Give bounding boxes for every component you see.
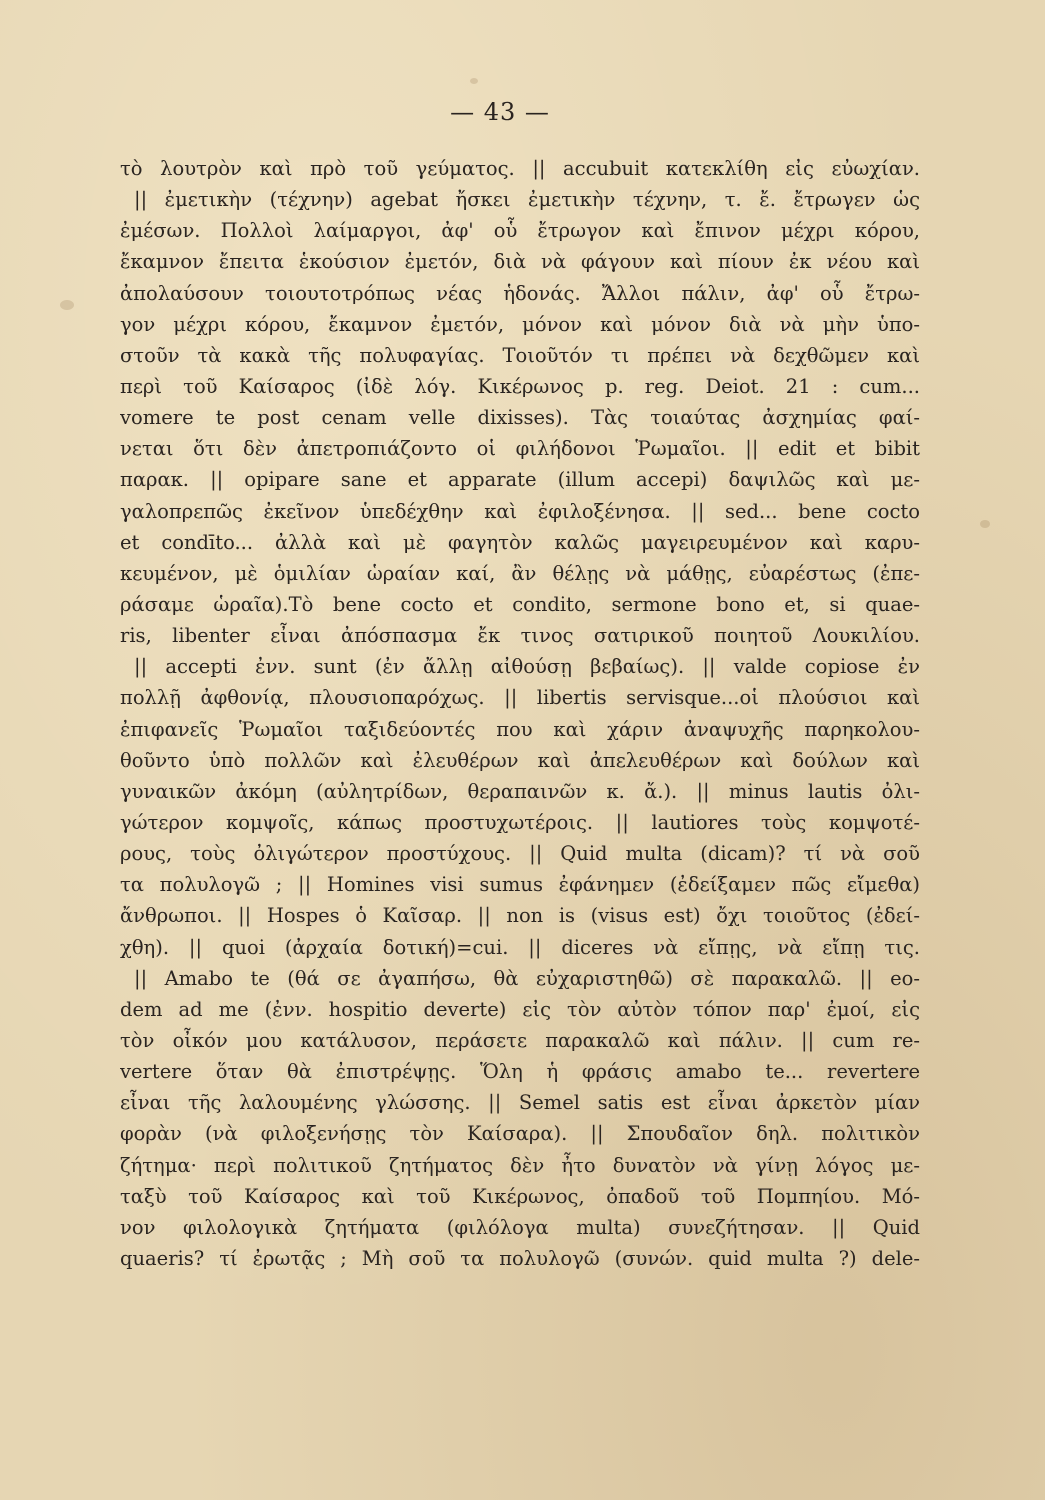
text-line-1: τὸ λουτρὸν καὶ πρὸ τοῦ γεύματος. || accubuit κατεκλίθη εἰς εὐωχίαν. [120, 157, 920, 180]
text-body [120, 153, 920, 1274]
text-line-24: τα πολυλογῶ ; || Homines visi sumus ἐφάνημεν (ἐδείξαμεν πῶς εἴμεθα) [120, 873, 920, 897]
text-line-26: χθη). || quoi (ἀρχαία δοτική)=cui. || diceres νὰ εἴπῃς, νὰ εἴπῃ τις. [120, 935, 920, 959]
text-line-23: ρους, τοὺς ὀλιγώτερον προστύχους. || Quid multa (dicam)? τί νὰ σοῦ [120, 842, 920, 866]
text-line-35: νον φιλολογικὰ ζητήματα (φιλόλογα multa) συνεζήτησαν. || Quid [120, 1215, 920, 1239]
text-line-25: ἄνθρωποι. || Hospes ὁ Καῖσαρ. || non is (visus est) ὄχι τοιοῦτος (ἐδεί- [120, 904, 920, 928]
page-number: — 43 — [450, 98, 550, 126]
text-line-33: ζήτημα· περὶ πολιτικοῦ ζητήματος δὲν ἦτο δυνατὸν νὰ γίνῃ λόγος με- [120, 1153, 920, 1177]
text-line-18: πολλῇ ἀφθονίᾳ, πλουσιοπαρόχως. || libertis servisque...οἱ πλούσιοι καὶ [120, 686, 920, 710]
text-line-2: || ἐμετικὴν (τέχνην) agebat ἤσκει ἐμετικὴν τέχνην, τ. ἔ. ἔτρωγεν ὡς [134, 188, 920, 212]
text-line-27: || Amabo te (θά σε ἀγαπήσω, θὰ εὐχαριστηθῶ) σὲ παρακαλῶ. || eo- [134, 966, 920, 990]
paper-stain [470, 78, 478, 84]
text-line-19: ἐπιφανεῖς Ῥωμαῖοι ταξιδεύοντές που καὶ χάριν ἀναψυχῆς παρηκολου- [120, 717, 920, 741]
text-line-7: στοῦν τὰ κακὰ τῆς πολυφαγίας. Τοιοῦτόν τι πρέπει νὰ δεχθῶμεν καὶ [120, 343, 920, 367]
text-line-20: θοῦντο ὑπὸ πολλῶν καὶ ἐλευθέρων καὶ ἀπελευθέρων καὶ δούλων καὶ [120, 748, 920, 772]
text-line-29: τὸν οἶκόν μου κατάλυσον, περάσετε παρακαλῶ καὶ πάλιν. || cum re- [120, 1028, 920, 1052]
text-line-21: γυναικῶν ἀκόμη (αὐλητρίδων, θεραπαινῶν κ. ἄ.). || minus lautis ὀλι- [120, 779, 920, 803]
text-line-31: εἶναι τῆς λαλουμένης γλώσσης. || Semel satis est εἶναι ἀρκετὸν μίαν [120, 1091, 920, 1115]
text-line-17: || accepti ἐνν. sunt (ἐν ἄλλῃ αἰθούσῃ βεβαίως). || valde copiose ἐν [134, 655, 920, 679]
text-line-4: ἔκαμνον ἔπειτα ἑκούσιον ἐμετόν, διὰ νὰ φάγουν καὶ πίουν ἐκ νέου καὶ [120, 250, 920, 274]
text-line-9: vomere te post cenam velle dixisses). Τὰς τοιαύτας ἀσχημίας φαί- [120, 406, 920, 430]
text-line-5: ἀπολαύσουν τοιουτοτρόπως νέας ἡδονάς. Ἄλλοι πάλιν, ἀφ' οὗ ἔτρω- [120, 281, 920, 305]
text-line-12: γαλοπρεπῶς ἐκεῖνον ὑπεδέχθην καὶ ἐφιλοξένησα. || sed... bene cocto [120, 499, 920, 523]
text-line-8: περὶ τοῦ Καίσαρος (ἰδὲ λόγ. Κικέρωνος p. reg. Deiot. 21 : cum... [120, 374, 920, 398]
paper-stain [980, 520, 990, 528]
text-line-10: νεται ὅτι δὲν ἀπετροπιάζοντο οἱ φιλήδονοι Ῥωμαῖοι. || edit et bibit [120, 437, 920, 461]
text-line-16: ris, libenter εἶναι ἀπόσπασμα ἔκ τινος σατιρικοῦ ποιητοῦ Λουκιλίου. [120, 624, 920, 648]
paper-stain [60, 300, 74, 310]
text-line-6: γον μέχρι κόρου, ἔκαμνον ἐμετόν, μόνον καὶ μόνον διὰ νὰ μὴν ὑπο- [120, 312, 920, 336]
text-line-36: quaeris? τί ἐρωτᾷς ; Μὴ σοῦ τα πολυλογῶ (συνών. quid multa ?) dele- [120, 1246, 920, 1270]
text-line-15: ράσαμε ὡραῖα).Τὸ bene cocto et condito, sermone bono et, si quae- [120, 592, 920, 616]
text-line-13: et condīto... ἀλλὰ καὶ μὲ φαγητὸν καλῶς μαγειρευμένον καὶ καρυ- [120, 530, 920, 554]
text-line-34: ταξὺ τοῦ Καίσαρος καὶ τοῦ Κικέρωνος, ὀπαδοῦ τοῦ Πομπηίου. Μό- [120, 1184, 920, 1208]
text-line-14: κευμένον, μὲ ὁμιλίαν ὡραίαν καί, ἂν θέλῃς νὰ μάθῃς, εὐαρέστως (ἐπε- [120, 561, 920, 585]
text-line-30: vertere ὅταν θὰ ἐπιστρέψῃς. Ὅλη ἡ φράσις amabo te... revertere [120, 1060, 920, 1084]
text-line-11: παρακ. || opipare sane et apparate (illum accepi) δαψιλῶς καὶ με- [120, 468, 920, 492]
text-line-22: γώτερον κομψοῖς, κάπως προστυχωτέροις. || lautiores τοὺς κομψοτέ- [120, 810, 920, 834]
text-line-28: dem ad me (ἐνν. hospitio deverte) εἰς τὸν αὐτὸν τόπον παρ' ἐμοί, εἰς [120, 997, 920, 1021]
text-line-3: ἐμέσων. Πολλοὶ λαίμαργοι, ἀφ' οὗ ἔτρωγον καὶ ἔπινον μέχρι κόρου, [120, 219, 920, 243]
text-line-32: φορὰν (νὰ φιλοξενήσῃς τὸν Καίσαρα). || Σπουδαῖον δηλ. πολιτικὸν [120, 1122, 920, 1146]
